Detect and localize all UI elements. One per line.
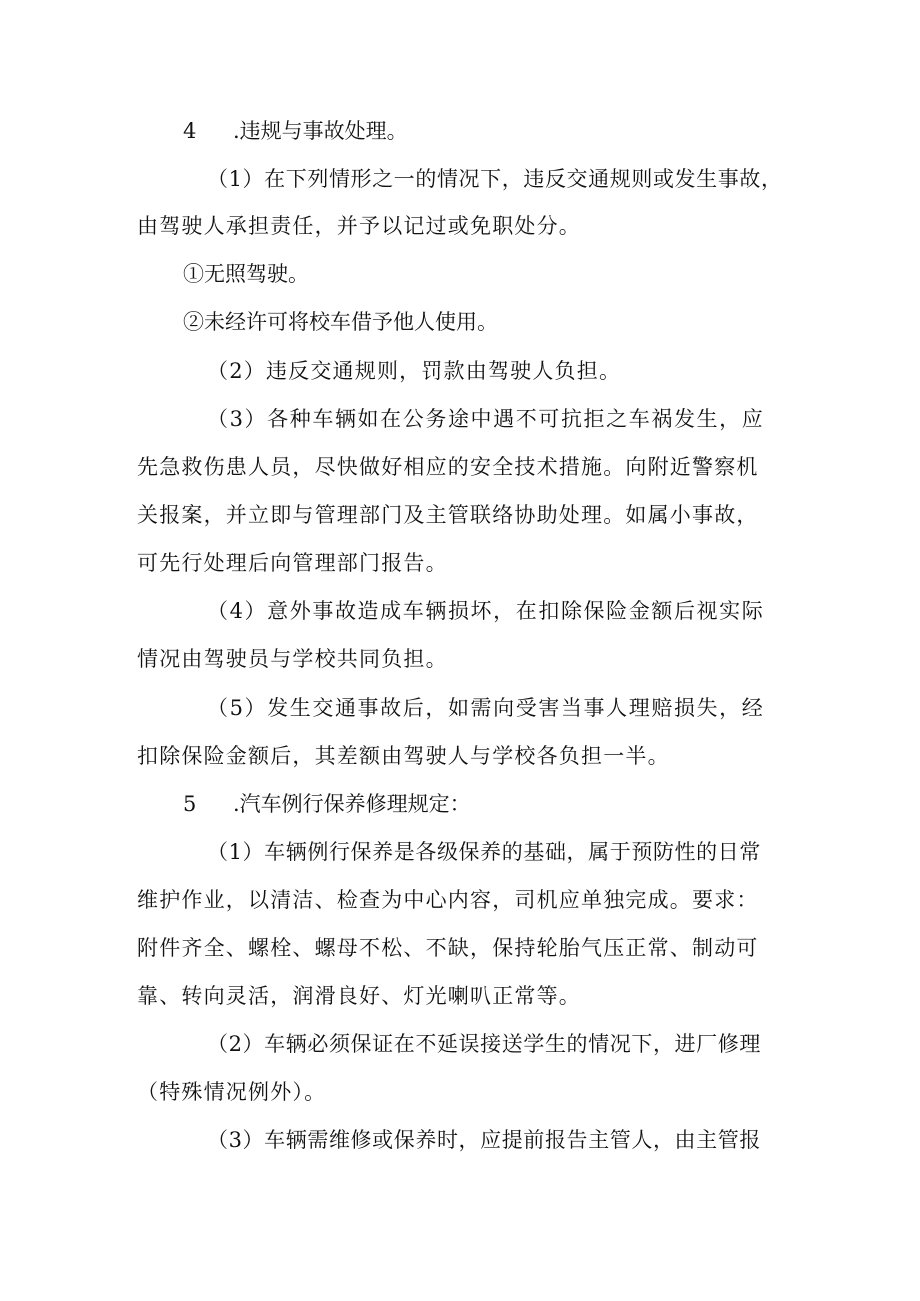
section-4-item-3-line-1: （3）各种车辆如在公务途中遇不可抗拒之车祸发生，应 (207, 407, 765, 431)
section-4-sub-item-2: ②未经许可将校车借予他人使用。 (183, 310, 498, 334)
section-4-item-1-line-2: 由驾驶人承担责任，并予以记过或免职处分。 (137, 214, 581, 238)
section-4-sub-item-1: ①无照驾驶。 (183, 262, 309, 286)
section-5-item-1-line-4: 靠、转向灵活，润滑良好、灯光喇叭正常等。 (137, 984, 581, 1008)
section-5-item-2-line-2: （特殊情况例外）。 (137, 1080, 327, 1104)
section-5-item-3-line-1: （3）车辆需维修或保养时，应提前报告主管人，由主管报 (207, 1128, 761, 1152)
section-4-item-5-line-2: 扣除保险金额后，其差额由驾驶人与学校各负担一半。 (137, 744, 670, 768)
section-5-item-2-line-1: （2）车辆必须保证在不延误接送学生的情况下，进厂修理 (207, 1032, 761, 1056)
section-4-item-4-line-2: 情况由驾驶员与学校共同负担。 (137, 647, 448, 671)
section-4-title: .违规与事故处理。 (233, 119, 408, 143)
section-4-item-1-line-1: （1）在下列情形之一的情况下，违反交通规则或发生事故， (207, 167, 783, 191)
section-5-item-1-line-2: 维护作业，以清洁、检查为中心内容，司机应单独完成。要求： (137, 888, 759, 912)
section-5-number: 5 (183, 792, 197, 816)
section-5-item-1-line-3: 附件齐全、螺栓、螺母不松、不缺，保持轮胎气压正常、制动可 (137, 936, 759, 960)
section-4-item-2: （2）违反交通规则，罚款由驾驶人负担。 (207, 359, 622, 383)
section-5-item-1-line-1: （1）车辆例行保养是各级保养的基础，属于预防性的日常 (207, 840, 761, 864)
section-4-number: 4 (183, 119, 197, 143)
section-5-heading (183, 790, 471, 818)
section-4-item-3-line-4: 可先行处理后向管理部门报告。 (137, 551, 448, 575)
section-5-title: .汽车例行保养修理规定： (233, 792, 471, 816)
section-4-item-3-line-2: 先急救伤患人员，尽快做好相应的安全技术措施。向附近警察机 (137, 455, 759, 479)
section-4-item-3-line-3: 关报案，并立即与管理部门及主管联络协助处理。如属小事故， (137, 503, 759, 527)
section-4-item-4-line-1: （4）意外事故造成车辆损坏，在扣除保险金额后视实际 (207, 599, 765, 623)
section-4-heading (183, 117, 408, 145)
section-4-item-5-line-1: （5）发生交通事故后，如需向受害当事人理赔损失，经 (207, 696, 765, 720)
